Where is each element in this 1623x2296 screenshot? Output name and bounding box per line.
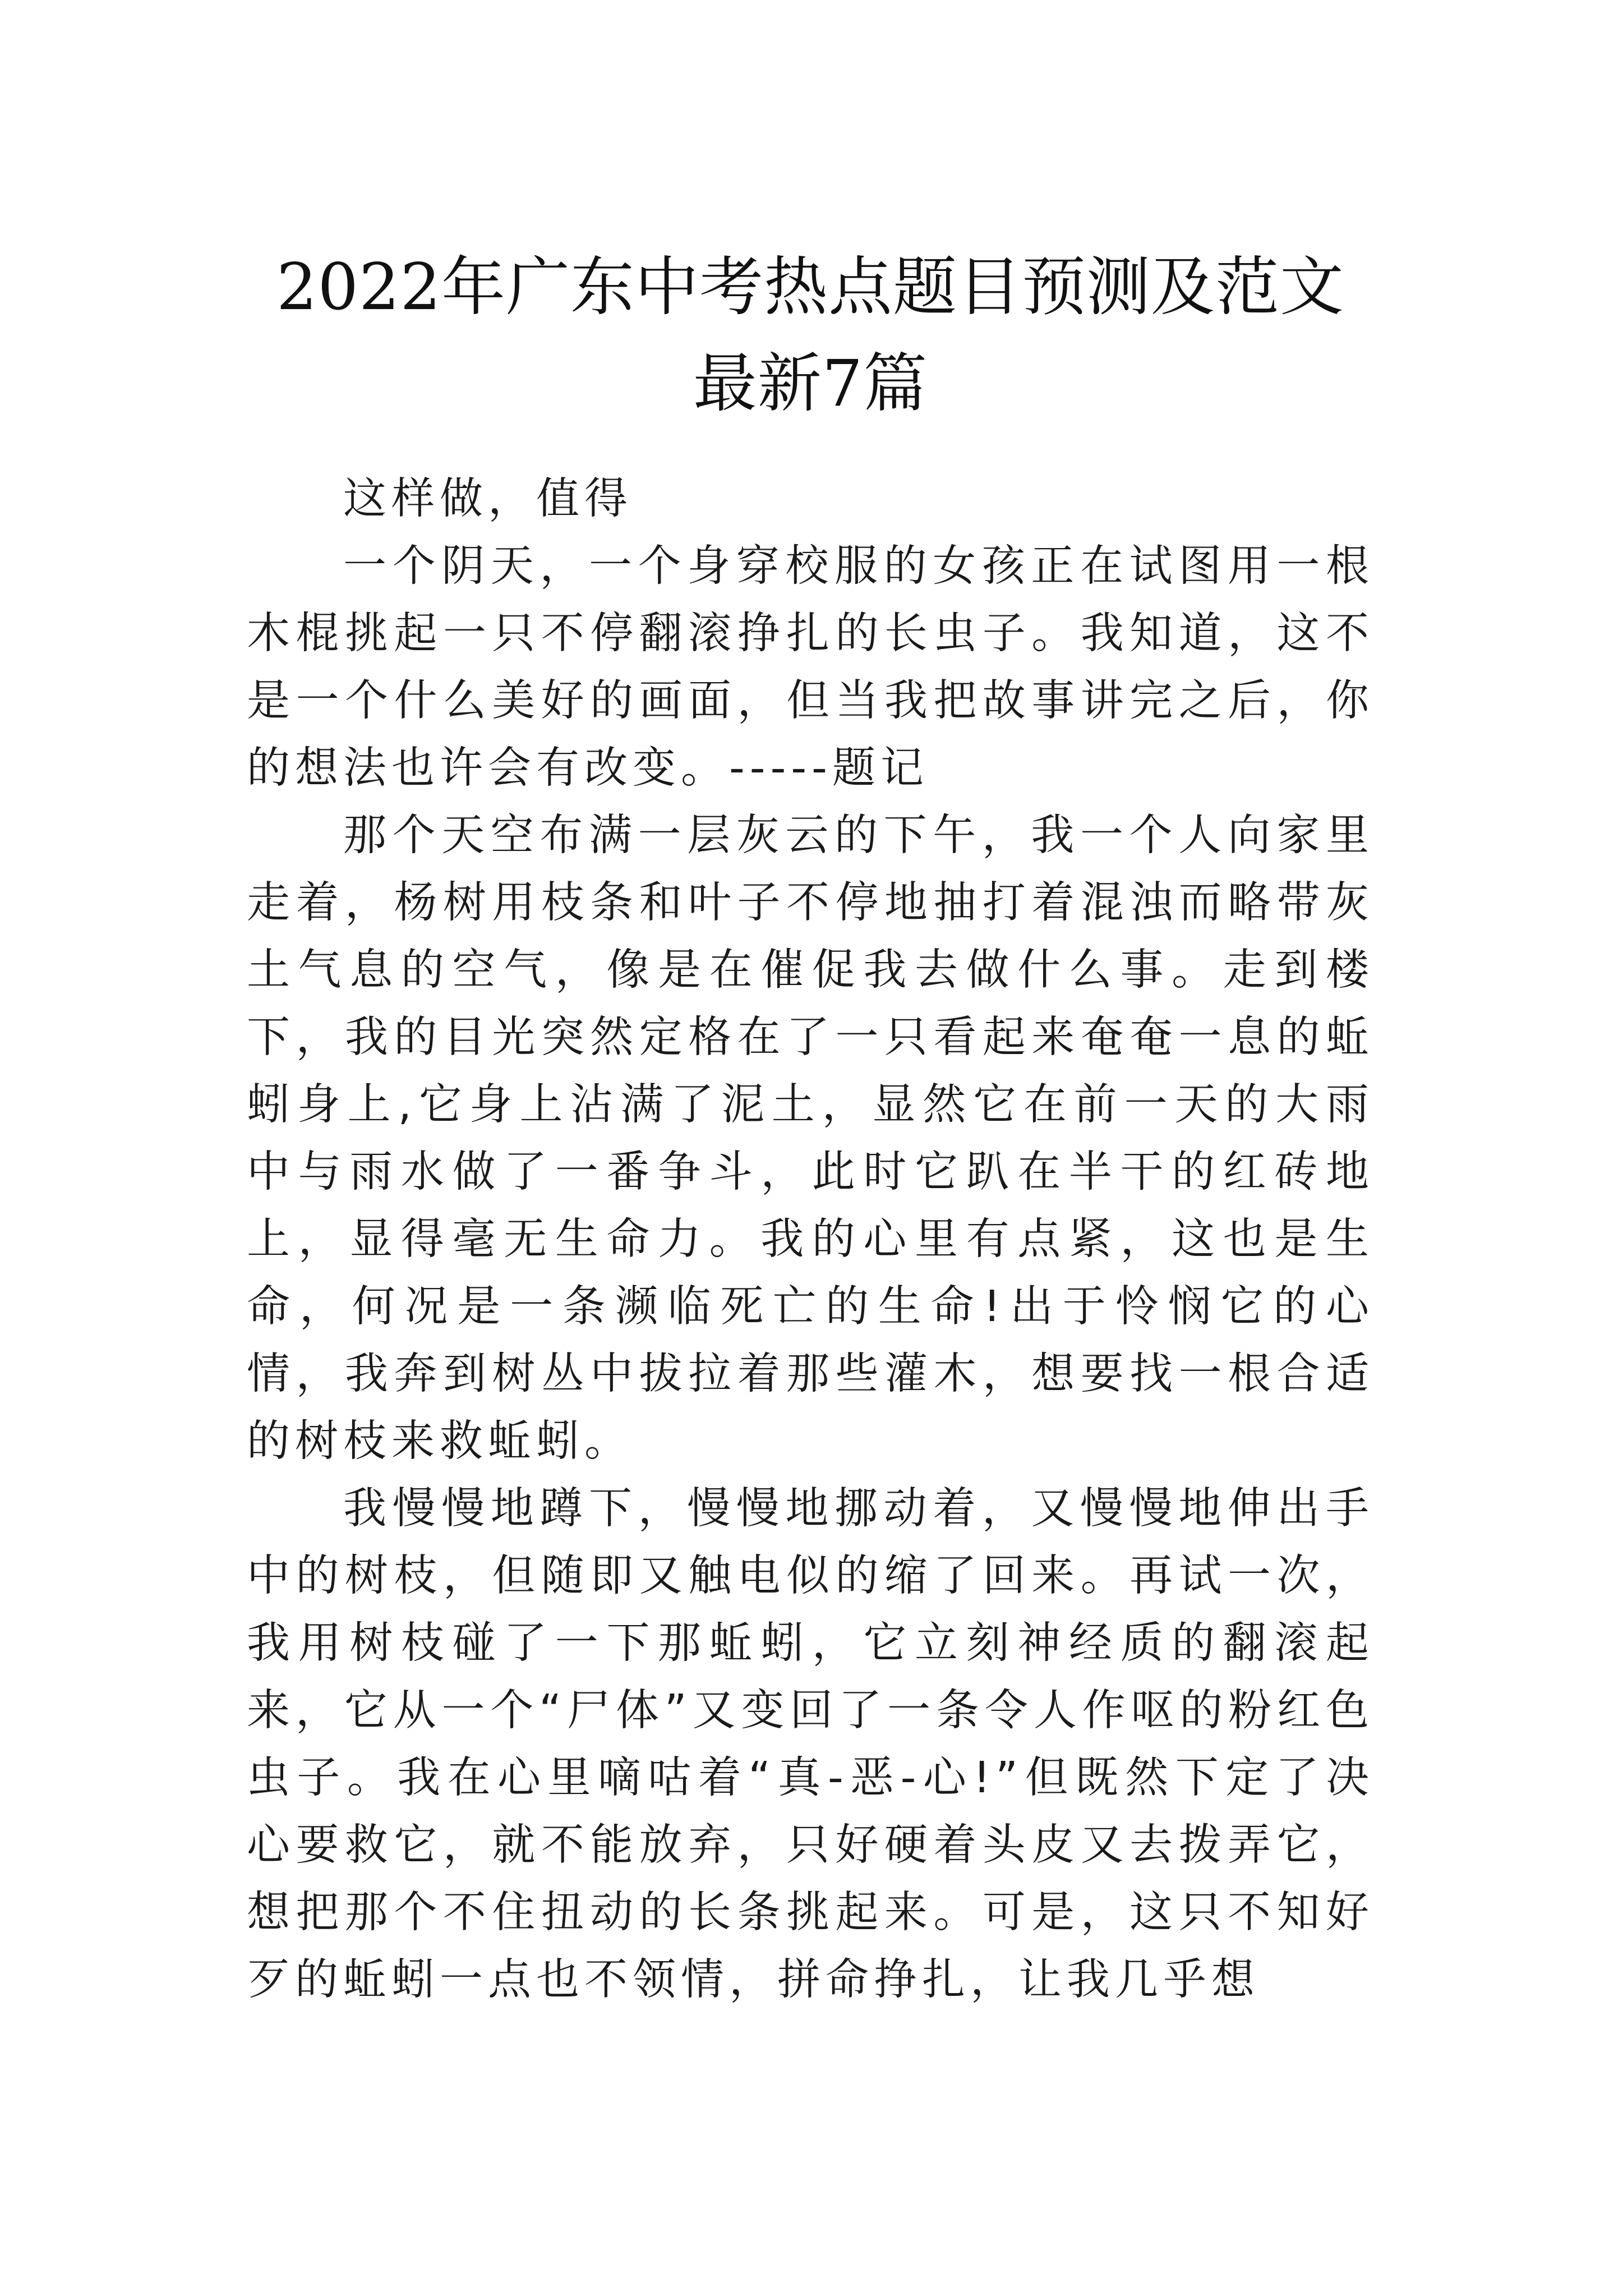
paragraph-body: 我慢慢地蹲下，慢慢地挪动着，又慢慢地伸出手中的树枝，但随即又触电似的缩了回来。再试一次，我用树枝碰了一下那蚯蚓，它立刻神经质的翻滚起来，它从一个“尸体”又变回了一条令人作呕的粉红色虫子。我在心里嘀咕着“真-恶-心!”但既然下定了决心要救它，就不能放弃，只好硬着头皮又去拨弄它，想把那个不住扭动的长条挑起来。可是，这只不知好歹的蚯蚓一点也不领情，拼命挣扎，让我几乎想 <box>247 1484 1374 2005</box>
paragraph-subtitle: 这样做，值得 <box>343 474 633 524</box>
paragraph-epigraph: 一个阴天，一个身穿校服的女孩正在试图用一根木棍挑起一只不停翻滚挣扎的长虫子。我知道，这不是一个什么美好的画面，但当我把故事讲完之后，你的想法也许会有改变。-----题记 <box>247 541 1374 793</box>
document-body <box>247 466 1374 2014</box>
paragraph-body: 那个天空布满一层灰云的下午，我一个人向家里走着，杨树用枝条和叶子不停地抽打着混浊而略带灰土气息的空气，像是在催促我去做什么事。走到楼下，我的目光突然定格在了一只看起来奄奄一息的蚯蚓身上,它身上沾满了泥土，显然它在前一天的大雨中与雨水做了一番争斗，此时它趴在半干的红砖地上，显得毫无生命力。我的心里有点紧，这也是生命，何况是一条濒临死亡的生命!出于怜悯它的心情，我奔到树丛中拔拉着那些灌木，想要找一根合适的树枝来救蚯蚓。 <box>247 811 1374 1466</box>
document-title: 2022年广东中考热点题目预测及范文最新7篇 <box>276 250 1345 421</box>
